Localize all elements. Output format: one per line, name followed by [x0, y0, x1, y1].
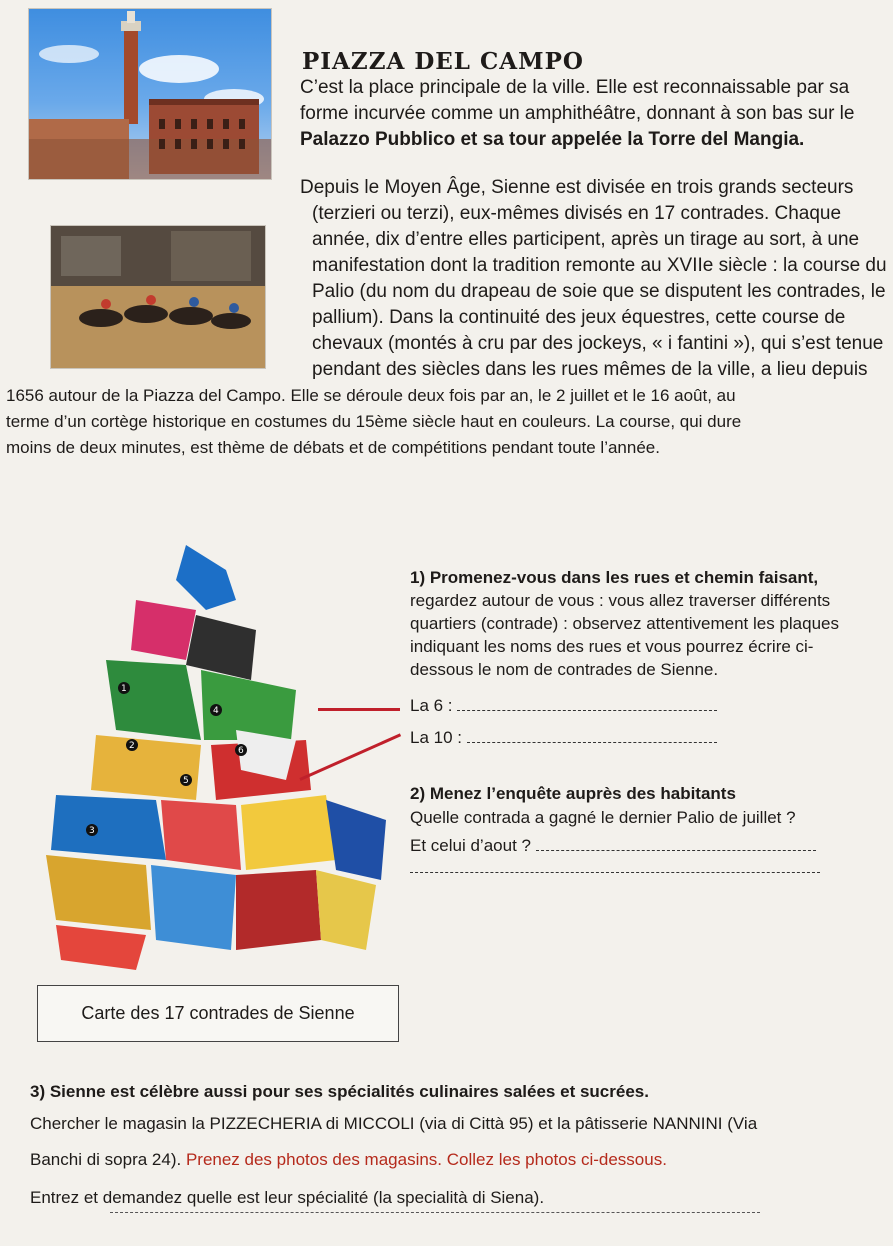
paragraph-line: 1656 autour de la Piazza del Campo. Elle se déroule deux fois par an, le 2 juillet et le 16 août, au	[6, 386, 736, 405]
contrade-map	[36, 540, 406, 980]
q1-la6-row	[410, 694, 717, 717]
q2-line2: Et celui d’aout ?	[410, 836, 531, 855]
la6-answer-blank[interactable]	[457, 696, 717, 711]
august-answer-blank[interactable]	[536, 836, 816, 851]
map-number: 2	[129, 741, 135, 751]
q1-la10-label: La 10 :	[410, 728, 462, 747]
paragraph-line: pendant des siècles dans les rues mêmes de la ville, a lieu depuis	[312, 359, 868, 380]
paragraph-line: Palio (du nom du drapeau de soie que se disputent les contrades, le	[312, 281, 886, 302]
q1-title: 1) Promenez-vous dans les rues et chemin faisant,	[410, 568, 819, 587]
map-caption: Carte des 17 contrades de Sienne	[37, 985, 399, 1042]
paragraph-line: forme incurvée comme un amphithéâtre, donnant à son bas sur le	[300, 103, 855, 124]
map-number: 6	[238, 746, 244, 756]
paragraph-line: pallium). Dans la continuité des jeux équestres, cette course de	[312, 307, 846, 328]
q2-title: 2) Menez l’enquête auprès des habitants	[410, 784, 736, 803]
paragraph-line: année, dix d’entre elles participent, après un tirage au sort, à une	[312, 229, 860, 250]
paragraph-line: C’est la place principale de la ville. Elle est reconnaissable par sa	[300, 77, 850, 98]
q1-line: dessous le nom de contrades de Sienne.	[410, 660, 719, 679]
q3-line2-b: Prenez des photos des magasins. Collez les photos ci-dessous.	[185, 1150, 667, 1169]
q3-line2-a: Banchi di sopra 24).	[30, 1150, 182, 1169]
q3-line1: Chercher le magasin la PIZZECHERIA di MICCOLI (via di Città 95) et la pâtisserie NANNINI (Via	[30, 1114, 758, 1133]
q1-line: regardez autour de vous : vous allez traverser différents	[410, 591, 831, 610]
q1-line: indiquant les noms des rues et vous pourrez écrire ci-	[410, 637, 814, 656]
piazza-del-campo-photo	[28, 8, 272, 180]
paragraph-line: (terzieri ou terzi), eux-mêmes divisés en 17 contrades. Chaque	[312, 203, 842, 224]
palio-race-photo	[50, 225, 266, 369]
la10-answer-blank[interactable]	[467, 728, 717, 743]
map-number: 5	[183, 776, 189, 786]
paragraph-line: moins de deux minutes, est thème de débats et de compétitions pendant toute l’année.	[6, 438, 660, 457]
map-number: 4	[213, 706, 219, 716]
paragraph-line: manifestation dont la tradition remonte au XVIIe siècle : la course du	[312, 255, 887, 276]
paragraph-line: Depuis le Moyen Âge, Sienne est divisée en trois grands secteurs	[300, 177, 854, 198]
paragraph-line: terme d’un cortège historique en costumes du 15ème siècle haut en couleurs. La course, qui dure	[6, 412, 742, 431]
q3-answer-line[interactable]	[110, 1212, 760, 1213]
q2-line1: Quelle contrada a gagné le dernier Palio de juillet ?	[410, 808, 796, 827]
q3-line3: Entrez et demandez quelle est leur spécialité (la specialità di Siena).	[30, 1188, 545, 1207]
q1-la10-row	[410, 726, 717, 749]
extra-answer-line[interactable]	[410, 872, 820, 873]
paragraph-line: Palazzo Pubblico et sa tour appelée la Torre del Mangia.	[300, 129, 805, 150]
page-title: PIAZZA DEL CAMPO	[302, 48, 584, 75]
paragraph-line: chevaux (montés à cru par des jockeys, « i fantini »), qui s’est tenue	[312, 333, 884, 354]
map-number: 1	[121, 684, 127, 694]
q3-title: 3) Sienne est célèbre aussi pour ses spécialités culinaires salées et sucrées.	[30, 1082, 649, 1101]
q2-line2-row	[410, 834, 816, 857]
q1-la6-label: La 6 :	[410, 696, 453, 715]
map-number: 3	[89, 826, 95, 836]
arrow-to-la6	[318, 708, 400, 711]
q3-line2-row	[30, 1148, 667, 1172]
q1-line: quartiers (contrade) : observez attentivement les plaques	[410, 614, 840, 633]
